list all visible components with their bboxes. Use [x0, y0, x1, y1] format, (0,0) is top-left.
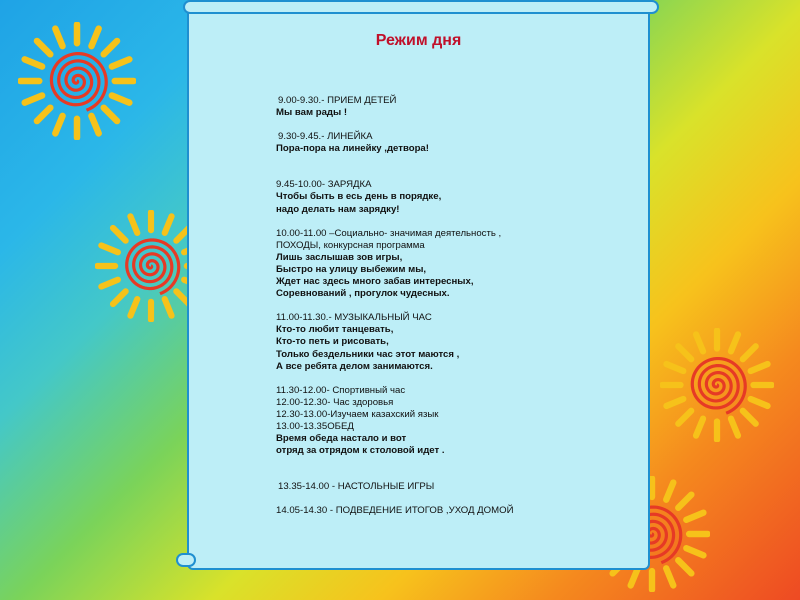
- sun-ray: [112, 95, 129, 102]
- schedule-line: Пора-пора на линейку ,детвора!: [276, 143, 429, 155]
- sun-ray: [25, 95, 42, 102]
- scroll-bottom-roll: [176, 553, 196, 567]
- schedule-text: [276, 95, 648, 517]
- sun-ray: [666, 483, 673, 500]
- sun-ray: [731, 334, 738, 351]
- schedule-line: надо делать нам зарядку!: [276, 203, 400, 215]
- sun-ray: [678, 560, 691, 573]
- sun-ray: [101, 280, 118, 287]
- sun-spiral-icon: [18, 22, 136, 140]
- sun-ray: [666, 399, 683, 406]
- sun-ray: [678, 411, 691, 424]
- sun-ray: [751, 364, 768, 371]
- schedule-line: Лишь заслышав зов игры,: [276, 251, 403, 263]
- scroll-top-roll: [183, 0, 659, 14]
- sun-ray: [101, 245, 118, 252]
- schedule-line: Кто-то петь и рисовать,: [276, 336, 389, 348]
- schedule-line: 12.00-12.30- Час здоровья: [276, 396, 394, 408]
- sun-ray: [696, 419, 703, 436]
- schedule-line: 13.00-13.35ОБЕД: [276, 420, 354, 432]
- sun-ray: [631, 568, 638, 585]
- schedule-line: 10.00-11.00 –Социально- значимая деятельность ,: [276, 227, 502, 239]
- sun-ray: [104, 41, 117, 54]
- schedule-line: Ждет нас здесь много забав интересных,: [276, 276, 474, 288]
- sun-spiral-icon: [660, 328, 774, 442]
- sun-ray: [55, 116, 62, 133]
- schedule-line: 14.05-14.30 - ПОДВЕДЕНИЕ ИТОГОВ ,УХОД ДОМОЙ: [276, 505, 514, 517]
- sun-ray: [666, 364, 683, 371]
- sun-ray: [743, 411, 756, 424]
- sun-ray: [696, 334, 703, 351]
- sun-ray: [91, 116, 98, 133]
- sun-ray: [113, 228, 126, 241]
- schedule-line: Мы вам рады !: [276, 107, 348, 119]
- schedule-line: Быстро на улицу выбежим мы,: [276, 263, 427, 275]
- schedule-line: 11.30-12.00- Спортивный час: [276, 384, 406, 396]
- sun-ray: [37, 41, 50, 54]
- schedule-line: Только бездельники час этот маются ,: [276, 348, 460, 360]
- sun-ray: [686, 513, 703, 520]
- schedule-line: ПОХОДЫ, конкурсная программа: [276, 239, 425, 251]
- sun-spiral: [127, 240, 179, 294]
- sun-ray: [751, 399, 768, 406]
- sun-ray: [165, 299, 172, 316]
- sun-ray: [678, 495, 691, 508]
- schedule-line: А все ребята делом занимаются.: [276, 360, 433, 372]
- sun-ray: [37, 108, 50, 121]
- schedule-line: отряд за отрядом к столовой идет .: [276, 445, 445, 457]
- sun-spiral: [51, 54, 106, 111]
- schedule-line: 9.00-9.30.- ПРИЕМ ДЕТЕЙ: [278, 95, 397, 106]
- schedule-line: 9.30-9.45.- ЛИНЕЙКА: [278, 131, 373, 143]
- sun-ray: [130, 299, 137, 316]
- sun-ray: [91, 29, 98, 46]
- sun-ray: [130, 216, 137, 233]
- sun-ray: [731, 419, 738, 436]
- schedule-line: 11.00-11.30.- МУЗЫКАЛЬНЫЙ ЧАС: [276, 312, 432, 324]
- schedule-line: Чтобы быть в есь день в порядке,: [276, 191, 442, 203]
- page-title: Режим дня: [375, 32, 462, 49]
- sun-ray: [686, 548, 703, 555]
- sun-ray: [165, 216, 172, 233]
- sun-ray: [743, 346, 756, 359]
- sun-ray: [104, 108, 117, 121]
- schedule-line: Кто-то любит танцевать,: [276, 324, 394, 336]
- schedule-line: 9.45-10.00- ЗАРЯДКА: [276, 179, 372, 191]
- sun-ray: [25, 59, 42, 66]
- schedule-line: 12.30-13.00-Изучаем казахский язык: [276, 408, 439, 420]
- schedule-line: Время обеда настало и вот: [276, 433, 407, 445]
- sun-ray: [112, 59, 129, 66]
- sun-ray: [55, 29, 62, 46]
- sun-ray: [678, 346, 691, 359]
- schedule-line: 13.35-14.00 - НАСТОЛЬНЫЕ ИГРЫ: [278, 481, 435, 493]
- sun-ray: [113, 291, 126, 304]
- sun-ray: [666, 568, 673, 585]
- sun-spiral: [692, 359, 745, 414]
- schedule-line: Соревнований , прогулок чудесных.: [276, 288, 450, 300]
